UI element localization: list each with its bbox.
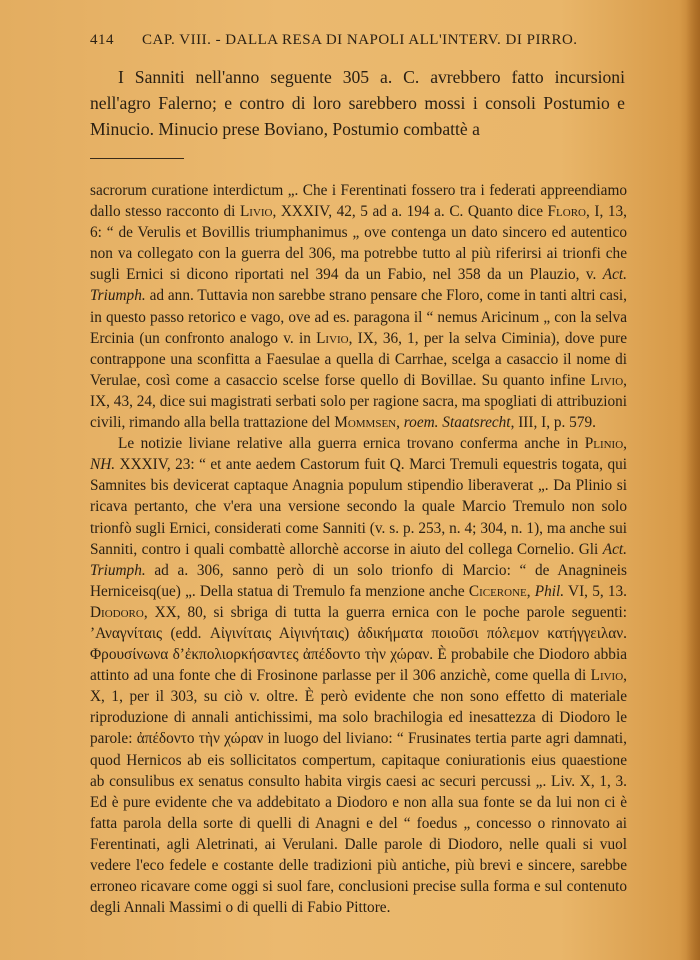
title-act-triumph: Act. Triumph. bbox=[90, 266, 627, 305]
note-text: XXXIV, 23: “ et ante aedem Castorum fuit Q. Marci Tremuli equestris togata, qui Samnites bis devicerat captaque Anagnia populum stipendio liberaverat „. Da Plinio si ricava pertanto, che v'era una versione secondo la quale Marcio Tremulo non solo trionfò sugli Ernici, considerati come Sanniti (v. s. p. 253, n. 4; 304, n. 1), ma anche sui Sanniti, contro i quali combattè allorchè accorse in aiuto del collega Cornelio. Gli bbox=[90, 456, 627, 558]
note-text: sacrorum curatione interdictum „. Che i Ferentinati fossero tra i federati appreendiamo dallo stesso racconto di bbox=[90, 182, 627, 221]
note-text: , III, I, p. 579. bbox=[510, 414, 596, 432]
running-title: CAP. VIII. - DALLA RESA DI NAPOLI ALL'INTERV. DI PIRRO. bbox=[142, 32, 578, 48]
author-livio: Livio bbox=[590, 667, 624, 685]
page-edge-shadow bbox=[686, 0, 700, 960]
author-cicerone: Cicerone bbox=[468, 582, 527, 600]
main-text bbox=[90, 64, 625, 142]
title-staatsrecht: roem. Staatsrecht bbox=[403, 414, 511, 432]
author-mommsen: Mommsen bbox=[334, 414, 397, 432]
author-floro: Floro bbox=[547, 203, 586, 221]
running-header bbox=[90, 32, 630, 49]
title-nh: NH. bbox=[90, 456, 116, 474]
note-text: , XX, 80, si sbriga di tutta la guerra ernica con le poche parole seguenti: ʼΑναγνίταις (edd. Αἰγινίταις Αἰγινήταις) ἀδικήματα ποιοῦσι πόλεμον κατήγγειλαν. Φρουσίνωνα δʼἐκπολιορκήσαντες ἀπέδοντο τὴν χώραν. È probabile che Diodoro abbia attinto ad una fonte che di Frosinone parlasse per il 306 anzichè, come quella di bbox=[90, 603, 627, 685]
author-plinio: Plinio bbox=[584, 435, 624, 453]
title-act-triumph: Act. Triumph. bbox=[90, 540, 627, 579]
note-text: , IX, 43, 24, dice sui magistrati serbati solo per ragione sacra, ma spogliati di attribuzioni civili, rimando alla bella trattazione del bbox=[90, 371, 627, 432]
title-phil: Phil. bbox=[534, 582, 565, 600]
page-number: 414 bbox=[90, 32, 114, 48]
author-livio: Livio bbox=[316, 329, 349, 347]
note-text: , XXXIV, 42, 5 ad a. 194 a. C. Quanto dice bbox=[272, 203, 548, 221]
note-text: , IX, 36, 1, per la selva Ciminia), dove pure contrappone una sconfitta a Faesulae a quella di Carrhae, scelga a casaccio il nome di Verulae, così come a casaccio scelse forse quello di Bovillae. Su quanto infine bbox=[90, 329, 627, 389]
note-text: ad a. 306, sanno però di un solo trionfo di Marcio: “ de Anagnineis Herniceisq(ue) „. Della statua di Tremulo fa menzione anche bbox=[90, 561, 627, 600]
note-text: , bbox=[623, 435, 627, 453]
footnotes bbox=[90, 180, 627, 918]
note-text: VI, 5, 13. bbox=[564, 582, 627, 600]
author-diodoro: Diodoro bbox=[90, 603, 144, 621]
note-text: Le notizie liviane relative alla guerra ernica trovano conferma anche in bbox=[118, 435, 585, 453]
footnote-paragraph-1 bbox=[90, 180, 627, 433]
main-paragraph: I Sanniti nell'anno seguente 305 a. C. avrebbero fatto incursioni nell'agro Falerno; e contro di loro sarebbero mossi i consoli Postumio e Minucio. Minucio prese Boviano, Postumio combattè a bbox=[90, 67, 625, 139]
author-livio: Livio bbox=[239, 203, 273, 221]
footnote-rule bbox=[90, 158, 184, 159]
author-livio: Livio bbox=[590, 371, 624, 389]
note-text: , X, 1, per il 303, su ciò v. oltre. È però evidente che non sono effetto di materiale riproduzione di annali antichissimi, ma solo brachilogia ed inesattezza di Diodoro le parole: ἀπέδοντο τὴν χώραν in luogo del liviano: “ Frusinates tertia parte agri damnati, quod Hernicos ab eis sollicitatos compertum, capitaque coniurationis eius quaestione ab consulibus ex senatus consulto habita virgis caesi ac securi percussi „. Liv. X, 1, 3. Ed è pure evidente che va addebitato a Diodoro e non alla sua fonte se da lui non ci è fatta parola della sorte di quelli di Anagni e del “ foedus „ concesso o rinnovato ai Ferentinati, agli Aletrinati, ai Verulani. Dalle parole di Diodoro, nelle quali si vuol vedere l'eco fedele e costante delle tradizioni più antiche, più brevi e sincere, sarebbe erroneo ricavare come oggi si suol fare, conclusioni precise sulla forma e sul contenuto degli Annali Massimi o di quelli di Fabio Pittore. bbox=[90, 667, 627, 917]
footnote-paragraph-2 bbox=[90, 433, 627, 918]
note-text: , I, 13, 6: “ de Verulis et Bovillis triumphanimus „ ove contenga un dato sincero ed autentico non va collegato con la guerra del 306, ma potrebbe tutto al più riferirsi ai trionfi che sugli Ernici si dicono riportati nel 394 da un Fabio, nel 358 da un Plauzio, v. bbox=[90, 203, 627, 284]
note-text: , bbox=[396, 414, 404, 432]
note-text: ad ann. Tuttavia non sarebbe strano pensare che Floro, come in tanti altri casi, in questo passo retorico e vago, ove ad es. paragona il “ nemus Aricinum „ con la selva Ercinia (un confronto analogo v. in bbox=[90, 287, 627, 347]
note-text: , bbox=[526, 582, 535, 600]
